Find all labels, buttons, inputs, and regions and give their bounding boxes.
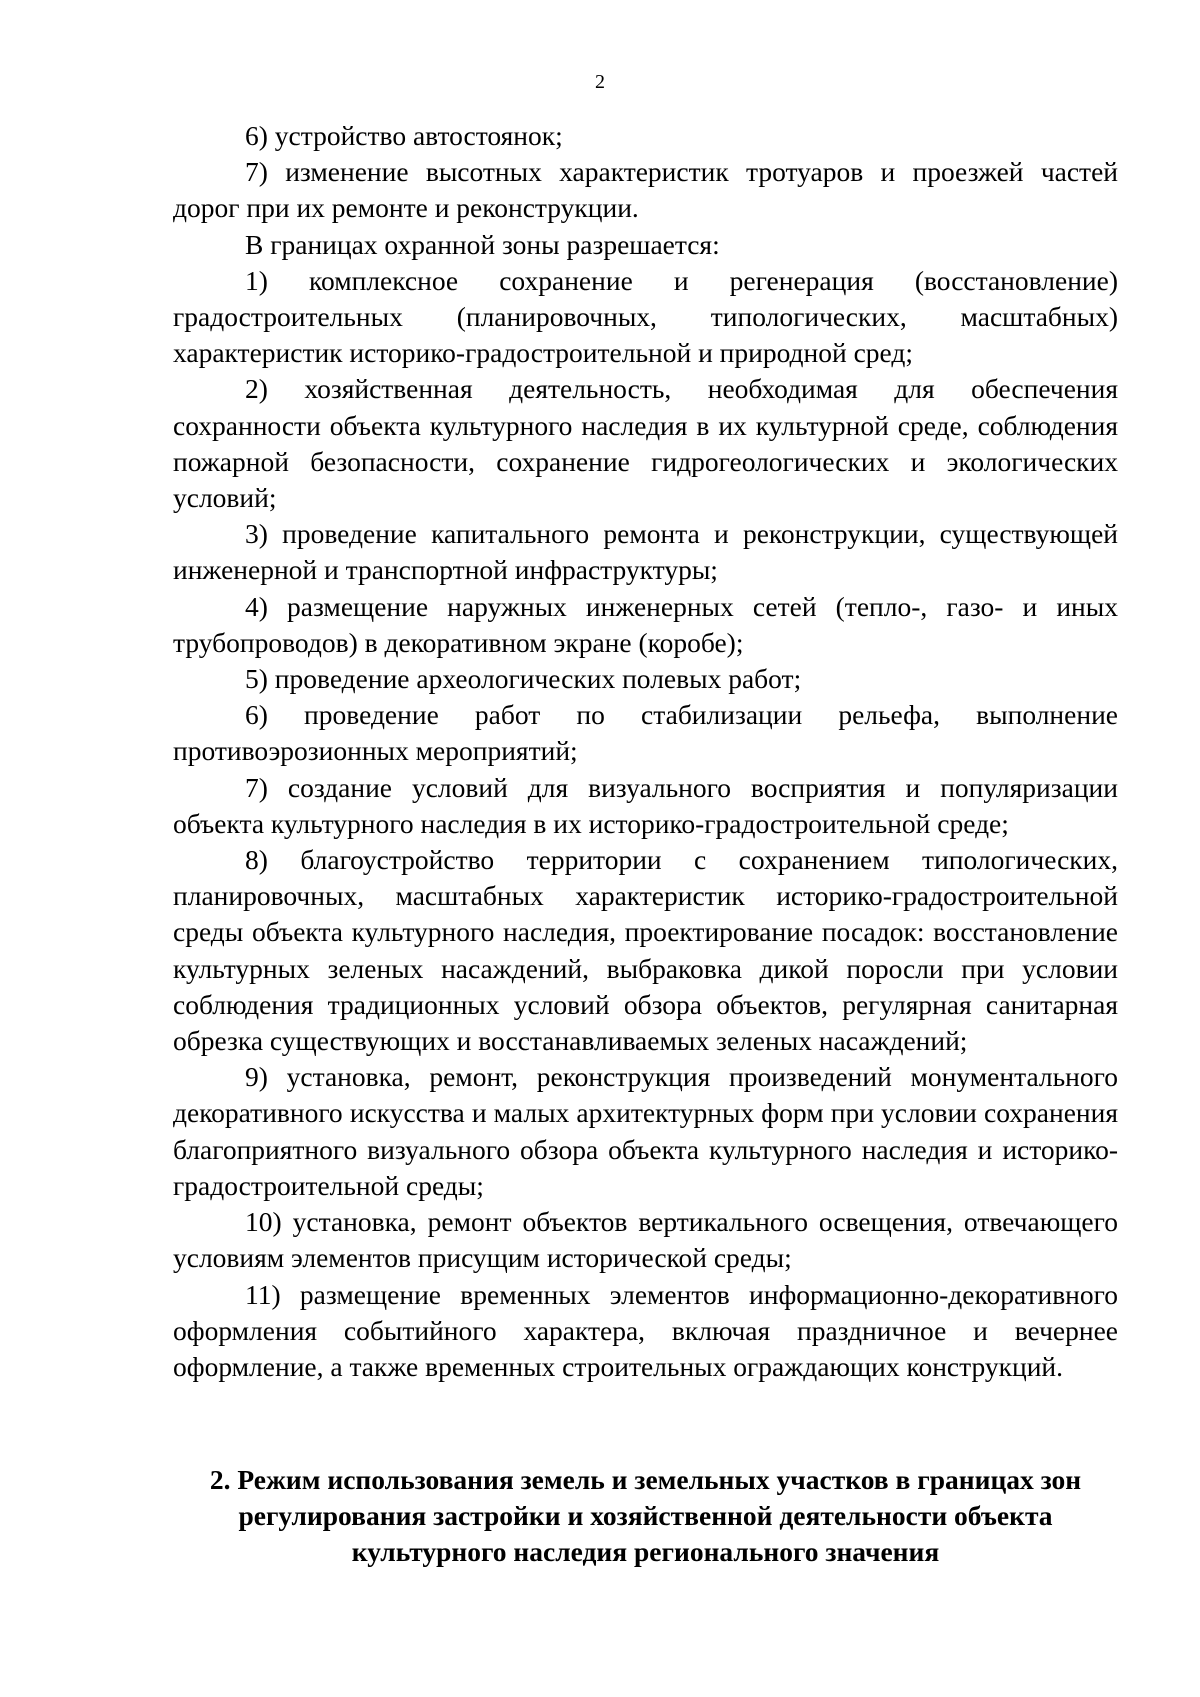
paragraph: 10) установка, ремонт объектов вертикального освещения, отвечающего условиям элементов присущим исторической среды; [173, 1206, 1118, 1274]
section-heading: 2. Режим использования земель и земельных участков в границах зон регулирования застройки и хозяйственной деятельности объекта культурного наследия регионального значения [209, 1464, 1082, 1567]
paragraph: 9) установка, ремонт, реконструкция произведений монументального декоративного искусства и малых архитектурных форм при условии сохранения благоприятного визуального обзора объекта культурного наследия и историко-градостроительной среды; [173, 1061, 1118, 1201]
paragraph: 7) изменение высотных характеристик тротуаров и проезжей частей дорог при их ремонте и реконструкции. [173, 156, 1118, 224]
paragraph: 11) размещение временных элементов информационно-декоративного оформления событийного характера, включая праздничное и вечернее оформление, а также временных строительных ограждающих конструкций. [173, 1278, 1118, 1382]
paragraph: 3) проведение капитального ремонта и реконструкции, существующей инженерной и транспортной инфраструктуры; [173, 518, 1118, 586]
paragraph: 6) проведение работ по стабилизации рельефа, выполнение противоэрозионных мероприятий; [173, 699, 1118, 767]
document-body [173, 118, 1118, 1385]
paragraph: 5) проведение археологических полевых работ; [245, 663, 802, 695]
page-number: 2 [595, 71, 605, 93]
paragraph: 7) создание условий для визуального восприятия и популяризации объекта культурного наследия в их историко-градостроительной среде; [173, 771, 1118, 839]
paragraph: 8) благоустройство территории с сохранением типологических, планировочных, масштабных характеристик историко-градостроительной среды объекта культурного наследия, проектирование посадок: восстановление культурных зеленых насаждений, выбраковка дикой поросли при условии соблюдения традиционных условий обзора объектов, регулярная санитарная обрезка существующих и восстанавливаемых зеленых насаждений; [173, 844, 1118, 1057]
paragraph: 4) размещение наружных инженерных сетей (тепло-, газо- и иных трубопроводов) в декоративном экране (коробе); [173, 590, 1118, 658]
paragraph: 2) хозяйственная деятельность, необходимая для обеспечения сохранности объекта культурного наследия в их культурной среде, соблюдения пожарной безопасности, сохранение гидрогеологических и экологических условий; [173, 373, 1118, 514]
paragraph: В границах охранной зоны разрешается: [245, 228, 720, 260]
paragraph: 1) комплексное сохранение и регенерация (восстановление) градостроительных (планировочных, типологических, масштабных) характеристик историко-градостроительной и природной сред; [173, 264, 1118, 369]
paragraph: 6) устройство автостоянок; [245, 120, 563, 151]
